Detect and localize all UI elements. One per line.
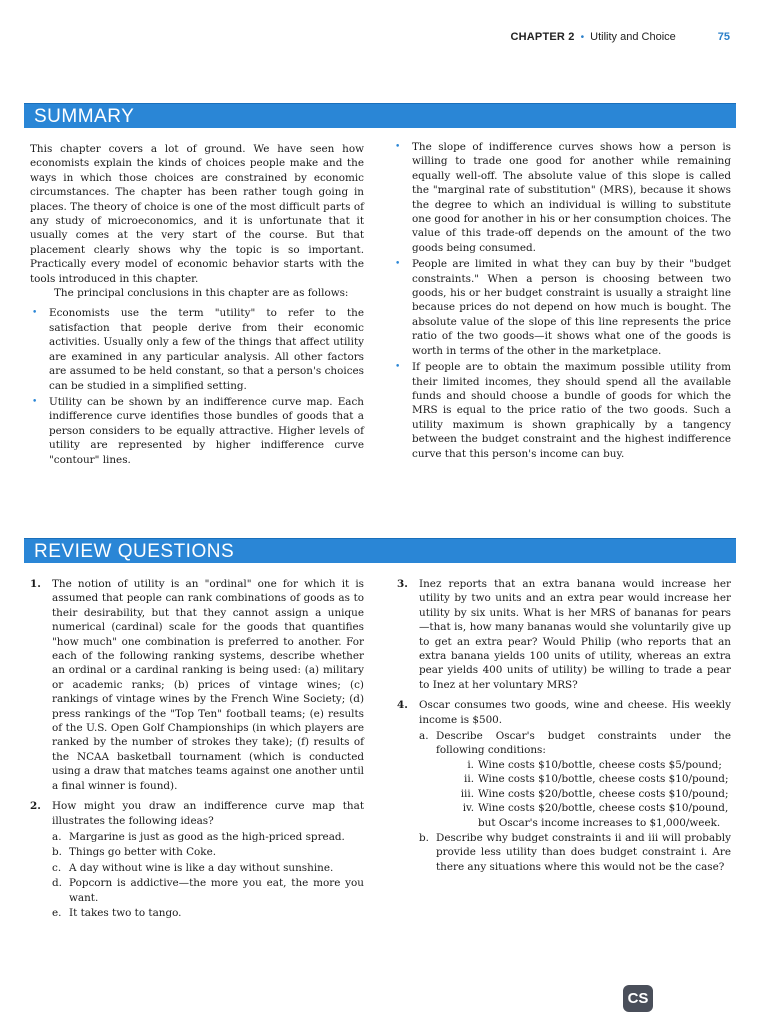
list-item: iii. Wine costs $20/bottle, cheese costs $10/pound; (460, 787, 729, 800)
chapter-title: Utility and Choice (590, 31, 676, 43)
question-text: How might you draw an indifference curve map that illustrates the following ideas? (52, 800, 364, 827)
bullet-dot-icon: • (395, 142, 401, 152)
summary-intro: This chapter covers a lot of ground. We have seen how economists explain the kinds of choices people make and the ways in which those choices are constrained by economic circumstances. The chapter has been rather tough going in places. The theory of choice is one of the most difficult parts of any study of microeconomics, and it is unfortunate that it usually comes at the very start of the course. But that placement clearly shows why the topic is so important. Practically every model of economic behavior starts with the tools introduced in this chapter. (30, 143, 364, 285)
question-number: 2. (30, 800, 41, 813)
list-item: c. A day without wine is like a day without sunshine. (52, 861, 334, 874)
summary-bullet: • Utility can be shown by an indifference curve map. Each indifference curve identifies those bundles of goods that a person considers to be equally attractive. Higher levels of utility are represented by higher indifference curve "contour" lines. (32, 395, 364, 466)
summary-right-column (393, 140, 731, 461)
review-question-2 (30, 799, 364, 920)
question-subitems (419, 729, 731, 874)
bullet-dot-icon: • (32, 396, 38, 407)
review-question-1 (30, 577, 364, 793)
summary-bullet: • Economists use the term "utility" to refer to the satisfaction that people derive from their economic activities. Usually only a few of the things that affect utility are examined in any particular analysis. All other factors are assumed to be held constant, so that a person's choices can be studied in a simplified setting. (32, 307, 364, 392)
running-header (510, 31, 730, 43)
summary-bullet: • If people are to obtain the maximum possible utility from their limited incomes, they should spend all the available funds and should choose a bundle of goods for which the MRS is equal to the price ratio of the two goods. Such a utility maximum is shown graphically by a tangency between the budget constraint and the highest indifference curve that this person's income can buy. (395, 361, 731, 460)
page-number: 75 (717, 31, 730, 43)
list-item: b. Describe why budget constraints ii and iii will probably provide less utility than does budget constraint i. Are there any situations where this would not be the case? (419, 831, 731, 873)
list-item: ii. Wine costs $10/bottle, cheese costs $10/pound; (464, 773, 729, 786)
question-number: 4. (397, 699, 408, 712)
chapter-label: CHAPTER 2 (510, 31, 575, 43)
question-text: Oscar consumes two goods, wine and cheese. His weekly income is $500. (419, 699, 731, 726)
summary-lead: The principal conclusions in this chapter are as follows: (54, 287, 349, 300)
summary-left-column (30, 142, 364, 467)
review-question-4 (397, 698, 731, 874)
list-item: iv. Wine costs $20/bottle, cheese costs $10/pound, but Oscar's income increases to $1,000/week. (462, 802, 729, 829)
review-question-3 (397, 577, 731, 692)
summary-bullets-left (30, 306, 364, 466)
camscanner-logo-icon: CS (623, 985, 653, 1012)
question-text: The notion of utility is an "ordinal" one for which it is assumed that people can rank combinations of goods as to their desirability, but that they cannot assign a unique numerical (cardinal) scale for the goods that quantifies "how much" one combination is preferred to another. For each of the following ranking systems, describe whether an ordinal or a cardinal ranking is being used: (a) military or academic ranks; (b) prices of vintage wines; (c) rankings of vintage wines by the French Wine Society; (d) press rankings of the "Top Ten" football teams; (e) results of the U.S. Open Golf Championships (in which players are ranked by the number of strokes they take); (f) results of the NCAA basketball tournament (which is conducted using a draw that matches teams against one another until a final winner is found). (52, 578, 364, 792)
bullet-dot-icon: • (395, 259, 401, 270)
question-text: Inez reports that an extra banana would increase her utility by two units and an extra pear would increase her utility by six units. What is her MRS of bananas for pears—that is, how many bananas would she voluntarily give up to get an extra pear? Would Philip (who reports that an extra banana yields 100 units of utility, whereas an extra pear yields 400 units of utility) be willing to trade a pear to Inez at her voluntary MRS? (419, 578, 731, 691)
roman-subitems (436, 758, 731, 830)
summary-bullets-right (393, 140, 731, 461)
summary-bullet: • People are limited in what they can buy by their "budget constraints." When a person is choosing between two goods, his or her budget constraint is usually a straight line because prices do not depend on how much is bought. The absolute value of the slope of this line represents the price ratio of the two goods—it shows what one of the goods is worth in terms of the other in the marketplace. (395, 258, 731, 357)
list-item: a. Margarine is just as good as the high-priced spread. (52, 830, 345, 843)
header-separator: • (580, 31, 585, 43)
review-questions-left (30, 577, 364, 920)
question-number: 1. (30, 578, 41, 590)
list-item: d. Popcorn is addictive—the more you eat, the more you want. (52, 877, 364, 904)
review-left-column (30, 577, 364, 926)
summary-bullet: • The slope of indifference curves shows how a person is willing to trade one good for another while remaining equally well-off. The absolute value of this slope is called the "marginal rate of substitution" (MRS), because it shows the degree to which an individual is willing to substitute one good for another in his or her consumption choices. The value of this trade-off depends on the amount of the two goods being consumed. (395, 141, 731, 254)
review-right-column (397, 577, 731, 880)
review-questions-right (397, 577, 731, 874)
summary-heading: SUMMARY (24, 103, 736, 128)
list-item: i. Wine costs $10/bottle, cheese costs $5/pound; (467, 758, 722, 771)
list-item: e. It takes two to tango. (52, 906, 182, 919)
bullet-dot-icon: • (395, 362, 401, 373)
list-item: a. Describe Oscar's budget constraints under the following conditions: i. Wine costs $10/bottle, cheese costs $5/pound; ii. Wine costs $10/bottle, cheese costs $10/pound; iii. Wine costs $20/bottle, cheese costs $10/pound; iv. Wine costs $20/bottle, cheese costs $10/pound, but Oscar's income increases to $1,000/week. (419, 730, 731, 829)
list-item: b. Things go better with Coke. (52, 846, 217, 859)
review-questions-heading: REVIEW QUESTIONS (24, 538, 736, 563)
question-number: 3. (397, 578, 408, 590)
question-subitems (52, 830, 364, 920)
bullet-dot-icon: • (32, 308, 38, 319)
